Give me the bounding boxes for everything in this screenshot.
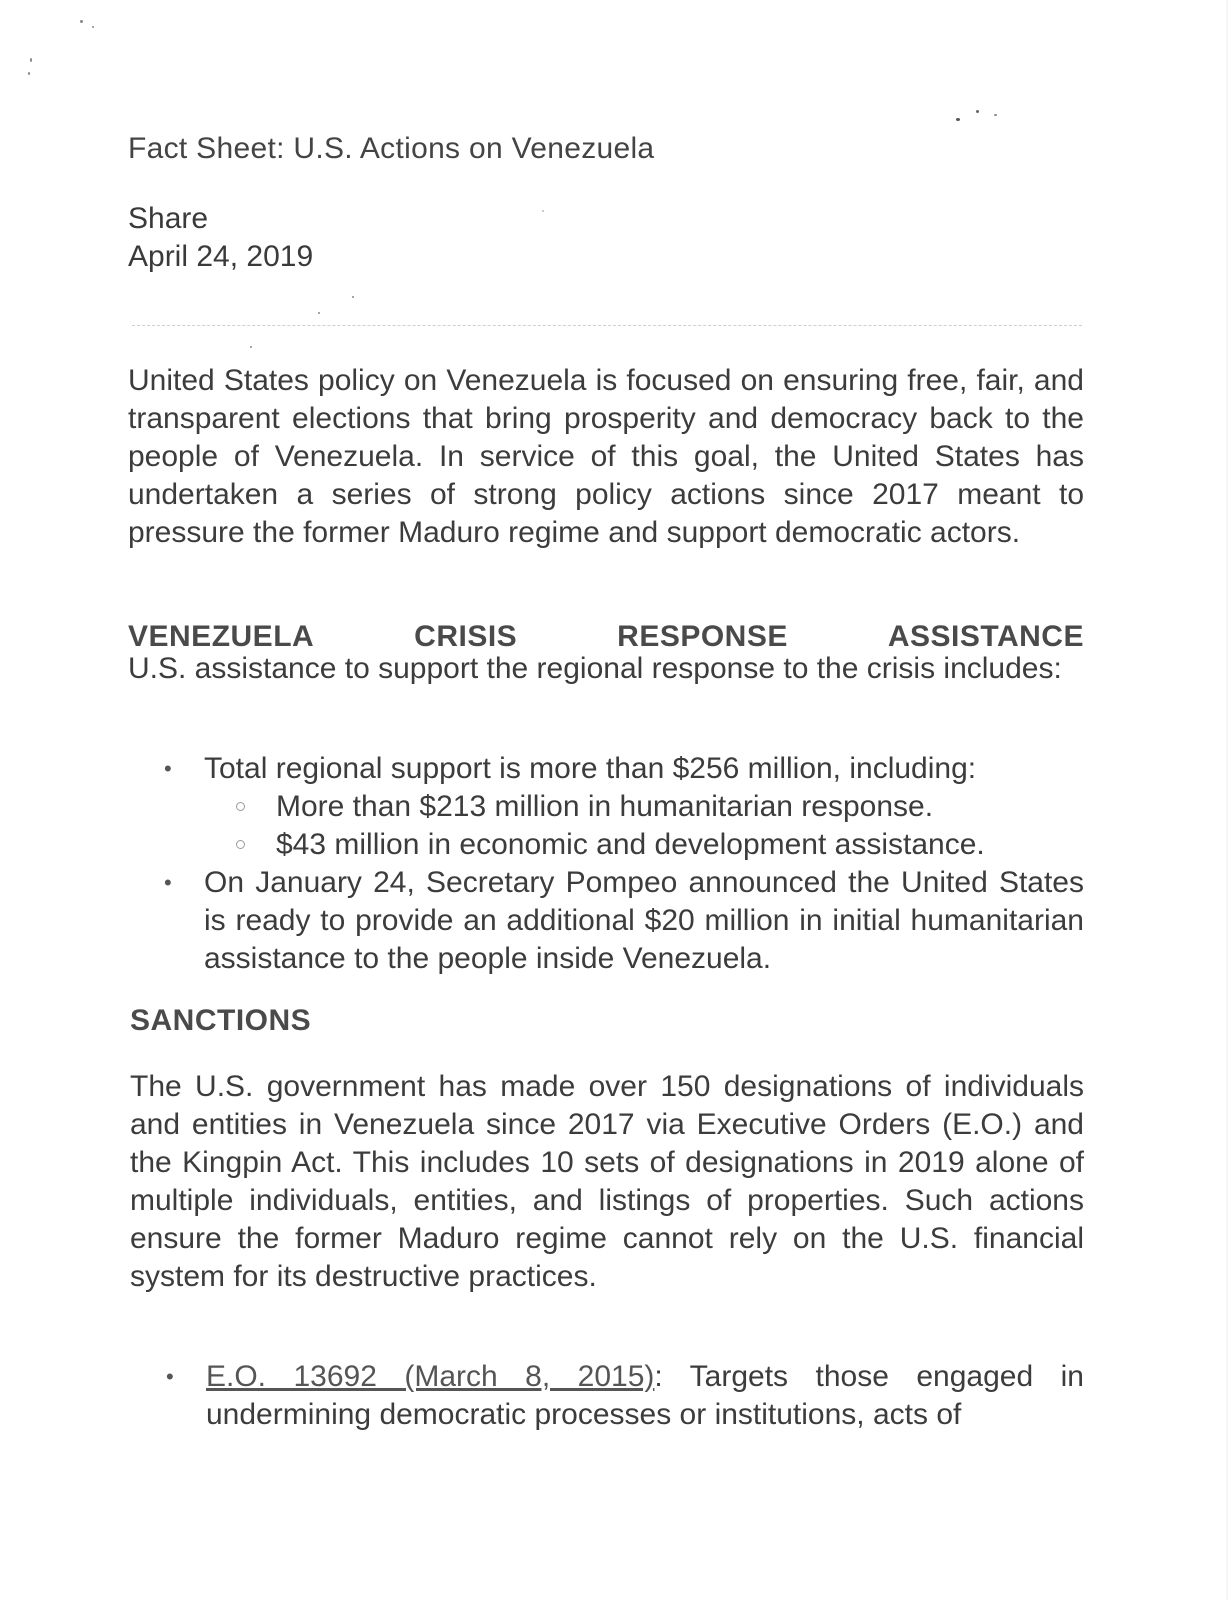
scan-speck [542,210,544,212]
scan-speck [976,110,979,113]
share-label: Share [128,202,209,235]
scan-speck [92,26,94,28]
scan-speck [994,114,997,116]
scan-speck [318,312,320,314]
eo-13692-link[interactable]: E.O. 13692 (March 8, 2015) [206,1360,655,1393]
list-item [128,750,1084,788]
crisis-heading-word: CRISIS [414,620,518,653]
scan-speck [30,58,32,62]
bullet-icon: • [164,756,172,781]
hollow-bullet-icon [236,802,245,811]
bullet-icon: • [166,1364,174,1389]
crisis-heading-word: RESPONSE [617,620,788,653]
sub-list-item-text: More than $213 million in humanitarian response. [276,790,934,823]
sub-list-item-text: $43 million in economic and development assistance. [276,828,985,861]
sanctions-paragraph: The U.S. government has made over 150 designations of individuals and entities in Venezuela since 2017 via Executive Orders (E.O.) and the Kingpin Act. This includes 10 sets of designations in 2019 alone of multiple individuals, entities, and listings of properties. Such actions ensure the former Maduro regime cannot rely on the U.S. financial system for its destructive practices. [130,1070,1084,1293]
list-item-text: On January 24, Secretary Pompeo announced the United States is ready to provide an additional $20 million in initial humanitarian assistance to the people inside Venezuela. [204,866,1084,975]
document-title: Fact Sheet: U.S. Actions on Venezuela [128,132,655,165]
sanctions-heading: SANCTIONS [130,1004,312,1037]
list-item [130,1358,1084,1434]
scan-speck [80,20,83,23]
scan-speck [352,296,354,298]
crisis-heading [128,620,1084,654]
list-item-text: : Targets those engaged in undermining democratic processes or institutions, acts of [206,1360,1084,1431]
crisis-list [128,750,1084,978]
list-item [128,864,1084,978]
publication-date: April 24, 2019 [128,240,314,273]
divider [132,325,1082,326]
sanctions-list [130,1358,1084,1434]
bullet-icon: • [164,870,172,895]
hollow-bullet-icon [236,840,245,849]
crisis-heading-word: VENEZUELA [128,620,315,653]
list-item-text: Total regional support is more than $256 million, including: [204,752,977,785]
sub-list-item [128,826,1084,864]
intro-paragraph: United States policy on Venezuela is focused on ensuring free, fair, and transparent elections that bring prosperity and democracy back to the people of Venezuela. In service of this goal, the United States has undertaken a series of strong policy actions since 2017 meant to pressure the former Maduro regime and support democratic actors. [128,364,1084,549]
sub-list-item [128,788,1084,826]
crisis-intro-paragraph: U.S. assistance to support the regional response to the crisis includes: [128,652,1062,685]
scan-speck [956,118,960,121]
scan-speck [250,346,252,348]
scan-speck [28,72,30,75]
crisis-heading-word: ASSISTANCE [887,620,1084,653]
